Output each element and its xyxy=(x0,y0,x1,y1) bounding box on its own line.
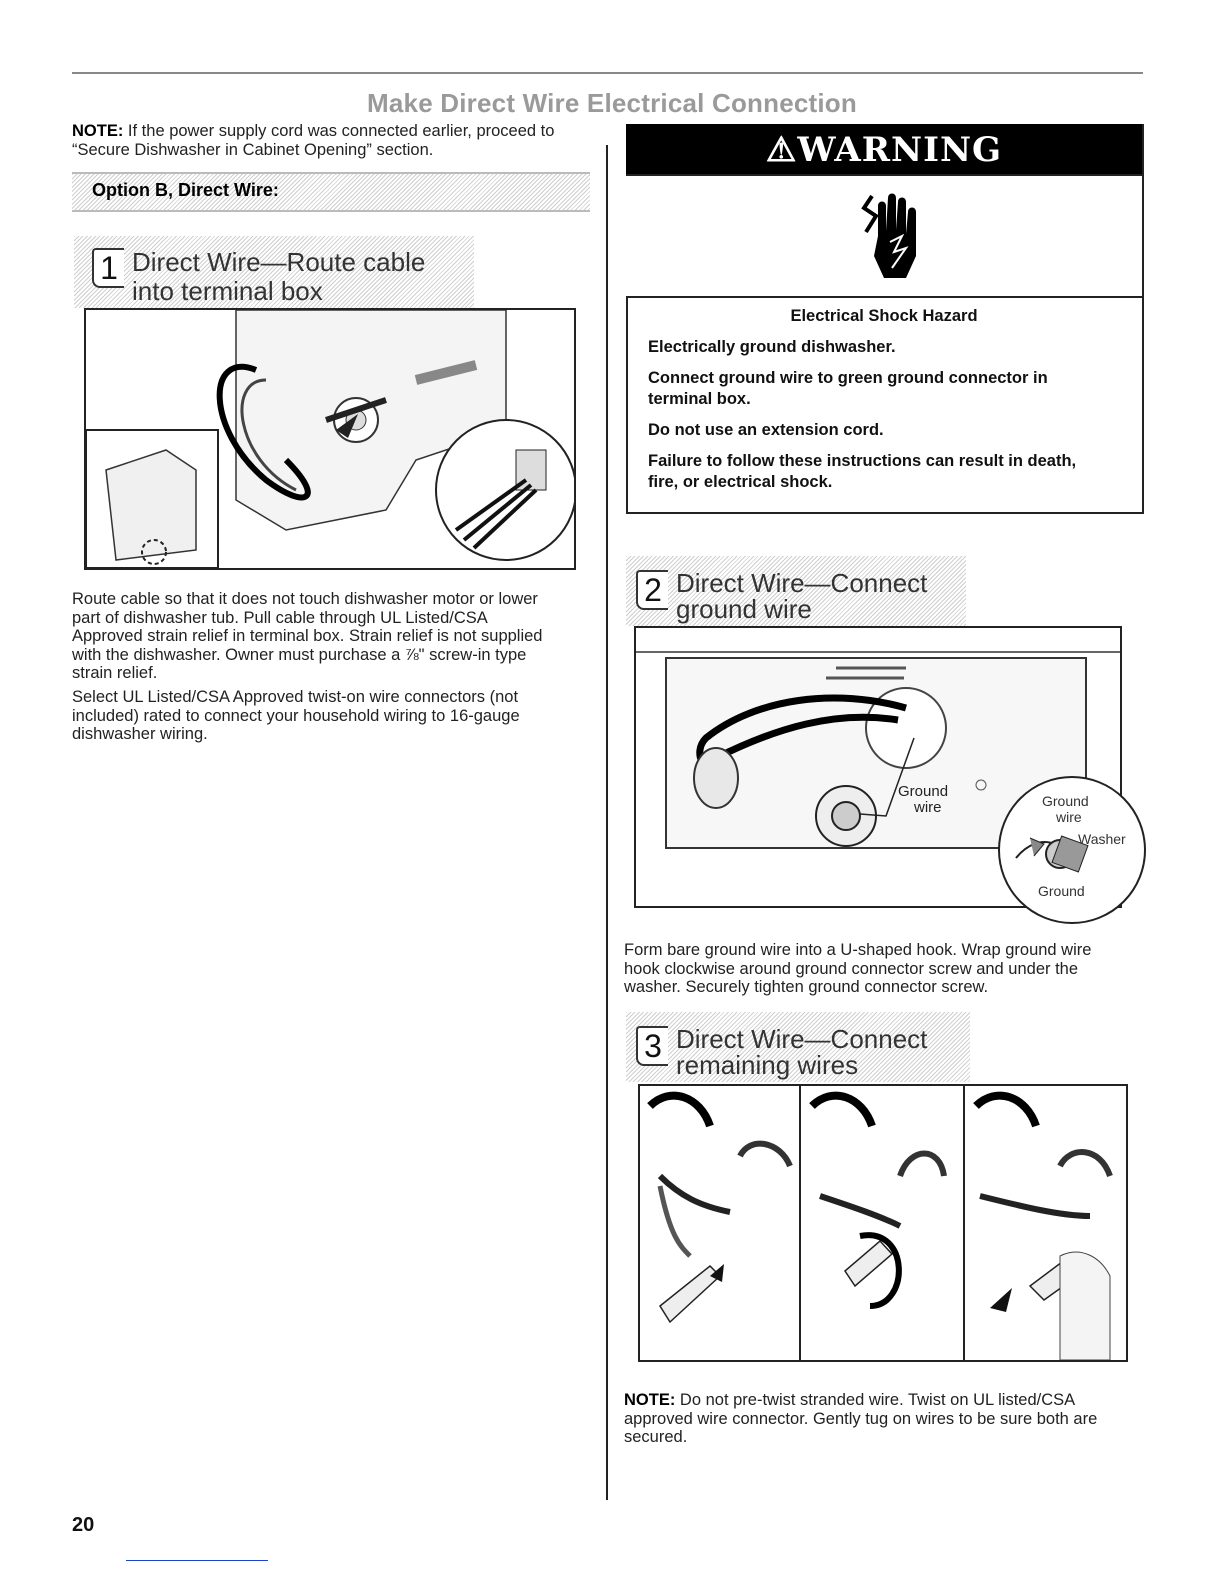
para1-line: strain relief. xyxy=(72,664,158,682)
step1-title: Direct Wire—Route cable into terminal box xyxy=(132,247,426,306)
wire-connector-illustration xyxy=(640,1086,1126,1360)
step1-para2 xyxy=(72,688,592,744)
step3-note-line: approved wire connector. Gently tug on wires to be sure both are xyxy=(624,1409,1098,1428)
step3-header xyxy=(636,1026,927,1078)
warning-body xyxy=(628,296,1140,510)
warning-line2b: terminal box. xyxy=(648,390,751,408)
panel-3 xyxy=(976,1096,1110,1360)
inset-ground-wire-2: wire xyxy=(1056,809,1082,825)
top-note xyxy=(72,122,602,159)
warning-line2a: Connect ground wire to green ground connector in xyxy=(648,369,1048,387)
terminal-box-illustration xyxy=(86,310,574,568)
step3-number: 3 xyxy=(636,1026,668,1066)
step1-header xyxy=(92,248,425,306)
step2-line: Form bare ground wire into a U-shaped hook. Wrap ground wire xyxy=(624,941,1092,959)
column-divider xyxy=(606,145,608,1500)
warning-line3: Do not use an extension cord. xyxy=(648,421,884,439)
warning-line1: Electrically ground dishwasher. xyxy=(648,338,896,356)
page-number: 20 xyxy=(72,1514,95,1536)
para1-line: part of dishwasher tub. Pull cable through UL Listed/CSA xyxy=(72,608,488,627)
page-title: Make Direct Wire Electrical Connection xyxy=(367,88,857,118)
hazard-title: Electrical Shock Hazard xyxy=(790,307,978,325)
step1-para1 xyxy=(72,590,592,683)
top-rule xyxy=(72,72,1143,74)
step3-figure xyxy=(638,1084,1128,1362)
step2-title: Direct Wire—Connect ground wire xyxy=(676,568,928,624)
step3-note-label: NOTE: xyxy=(624,1391,676,1409)
step2-para xyxy=(624,941,1144,997)
step2-number: 2 xyxy=(636,570,668,610)
inset-ground-wire-1: Ground xyxy=(1042,793,1089,809)
electric-shock-hand-icon xyxy=(626,176,1142,296)
inset-ground: Ground xyxy=(1038,883,1085,899)
label-ground-wire-1: Ground xyxy=(898,783,949,800)
step1-number: 1 xyxy=(92,248,124,288)
warning-heading: ⚠WARNING xyxy=(626,124,1142,174)
footer-rule xyxy=(126,1560,268,1561)
label-ground-wire-2: wire xyxy=(914,799,942,816)
step2-line: hook clockwise around ground connector screw and under the xyxy=(624,959,1079,978)
step3-note-line: Do not pre-twist stranded wire. Twist on UL listed/CSA xyxy=(675,1391,1076,1409)
panel-1 xyxy=(650,1096,790,1322)
para1-line: Approved strain relief in terminal box. Strain relief is not supplied xyxy=(72,627,543,645)
para2-line: included) rated to connect your household wiring to 16-gauge xyxy=(72,706,520,725)
option-label: Option B, Direct Wire: xyxy=(92,180,279,200)
note-label: NOTE: xyxy=(72,122,124,140)
step2-line: washer. Securely tighten ground connector screw. xyxy=(624,978,989,996)
step1-figure xyxy=(84,308,576,570)
step2-header xyxy=(636,570,927,622)
para1-line: with the dishwasher. Owner must purchase a ⅞" screw-in type xyxy=(72,645,527,664)
ground-screw-inset xyxy=(998,776,1146,924)
para1-line: Route cable so that it does not touch dishwasher motor or lower xyxy=(72,590,538,608)
note-text-line2: “Secure Dishwasher in Cabinet Opening” section. xyxy=(72,140,434,159)
warning-icon-area xyxy=(626,174,1142,298)
warning-line4a: Failure to follow these instructions can result in death, xyxy=(648,452,1077,470)
panel-2 xyxy=(812,1096,944,1306)
step3-title: Direct Wire—Connect remaining wires xyxy=(676,1024,928,1080)
step3-note xyxy=(624,1391,1144,1447)
warning-line4b: fire, or electrical shock. xyxy=(648,473,833,491)
note-text-line1: If the power supply cord was connected earlier, proceed to xyxy=(123,122,555,140)
inset-washer: Washer xyxy=(1078,831,1126,847)
para2-line: dishwasher wiring. xyxy=(72,725,208,743)
step3-note-line: secured. xyxy=(624,1428,688,1446)
para2-line: Select UL Listed/CSA Approved twist-on wire connectors (not xyxy=(72,688,519,706)
